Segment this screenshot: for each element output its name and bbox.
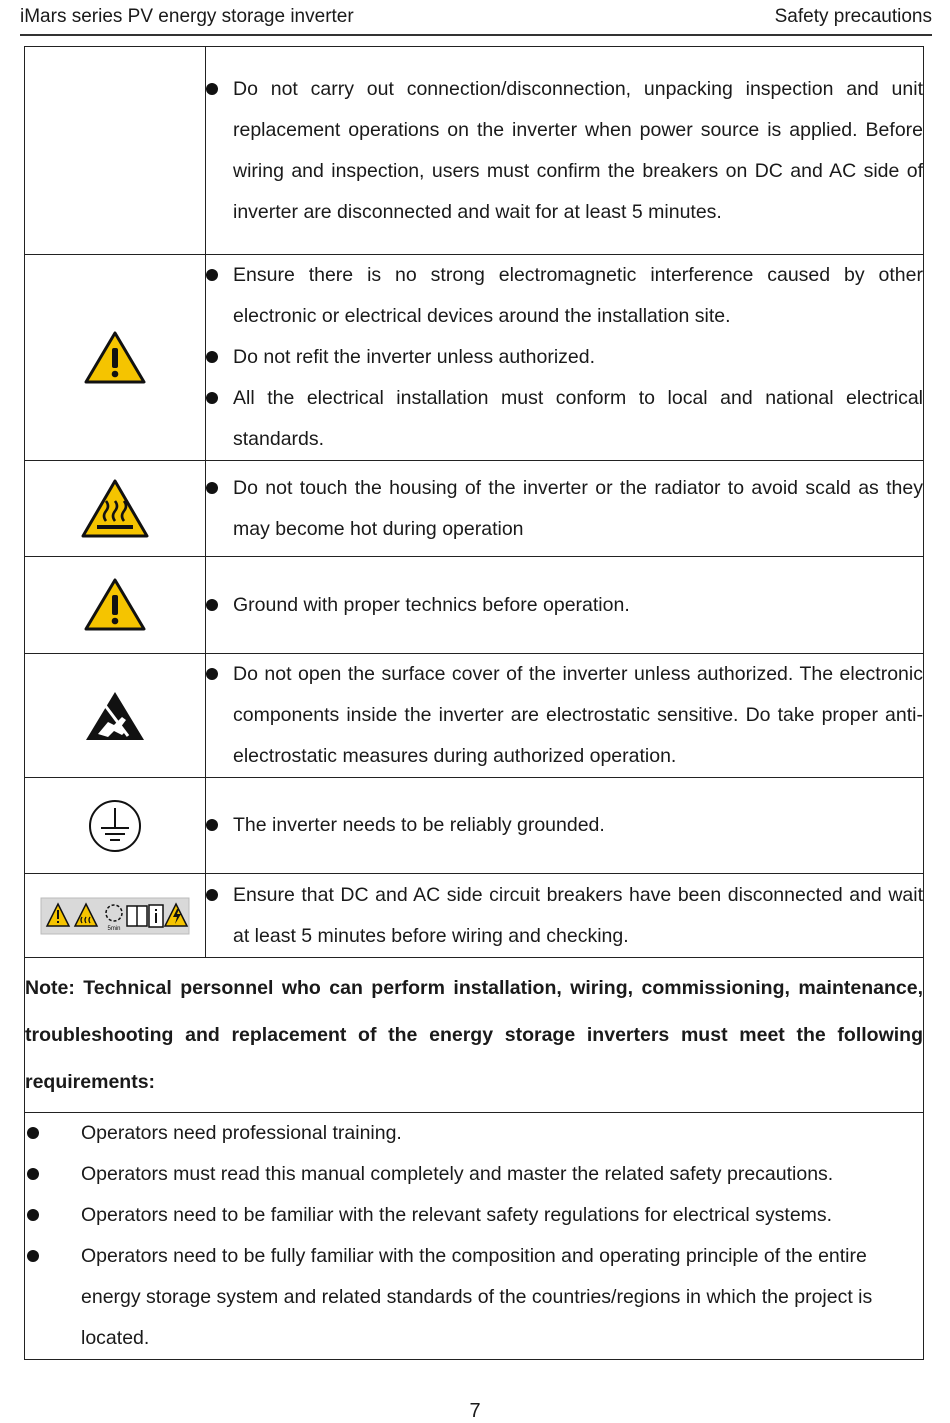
header-section: Safety precautions <box>774 6 932 27</box>
hot-surface-warning-icon <box>81 479 149 539</box>
list-item: Ensure there is no strong electromagnetic interference caused by other electronic or electrical devices around the installation site. <box>206 255 923 337</box>
warning-triangle-icon <box>84 331 146 385</box>
table-row <box>25 874 924 958</box>
list-item: All the electrical installation must conform to local and national electrical standards. <box>206 378 923 460</box>
table-row <box>25 255 924 461</box>
requirements-list <box>25 1113 923 1359</box>
table-row <box>25 461 924 557</box>
list-item: Operators must read this manual completely and master the related safety precautions. <box>25 1154 923 1195</box>
page-header <box>20 4 932 36</box>
table-row <box>25 958 924 1113</box>
table-row <box>25 557 924 654</box>
list-item: The inverter needs to be reliably grounded. <box>206 805 923 846</box>
list-item: Ensure that DC and AC side circuit breakers have been disconnected and wait at least 5 minutes before wiring and checking. <box>206 875 923 957</box>
list-item: Operators need professional training. <box>25 1113 923 1154</box>
page-number: 7 <box>469 1400 481 1422</box>
warning-label-strip-icon <box>40 897 190 935</box>
icon-cell-empty <box>25 47 206 255</box>
electrostatic-sensitive-icon <box>84 690 146 742</box>
list-item: Do not carry out connection/disconnection, unpacking inspection and unit replacement operations on the inverter when power source is applied. Before wiring and inspection, users must confirm the breakers on DC and AC side of inverter are disconnected and wait for at least 5 minutes. <box>206 69 923 233</box>
table-row <box>25 1113 924 1360</box>
wait-time-label: 5min <box>107 925 121 932</box>
list-item: Do not open the surface cover of the inverter unless authorized. The electronic components inside the inverter are electrostatic sensitive. Do take proper anti-electrostatic measures during authorized operation. <box>206 654 923 777</box>
table-row <box>25 778 924 874</box>
protective-earth-icon <box>87 798 143 854</box>
table-row <box>25 47 924 255</box>
list-item: Operators need to be familiar with the relevant safety regulations for electrical systems. <box>25 1195 923 1236</box>
header-title: iMars series PV energy storage inverter <box>20 6 354 27</box>
safety-table <box>24 46 924 1360</box>
requirements-note: Note: Technical personnel who can perform installation, wiring, commissioning, maintenance, troubleshooting and replacement of the energy storage inverters must meet the following requirements: <box>25 958 924 1113</box>
list-item: Operators need to be fully familiar with the composition and operating principle of the entire energy storage system and related standards of the countries/regions in which the project is located. <box>25 1236 923 1359</box>
warning-triangle-icon <box>84 578 146 632</box>
list-item: Do not touch the housing of the inverter or the radiator to avoid scald as they may become hot during operation <box>206 468 923 550</box>
list-item: Do not refit the inverter unless authorized. <box>206 337 923 378</box>
table-row <box>25 654 924 778</box>
list-item: Ground with proper technics before operation. <box>206 585 923 626</box>
